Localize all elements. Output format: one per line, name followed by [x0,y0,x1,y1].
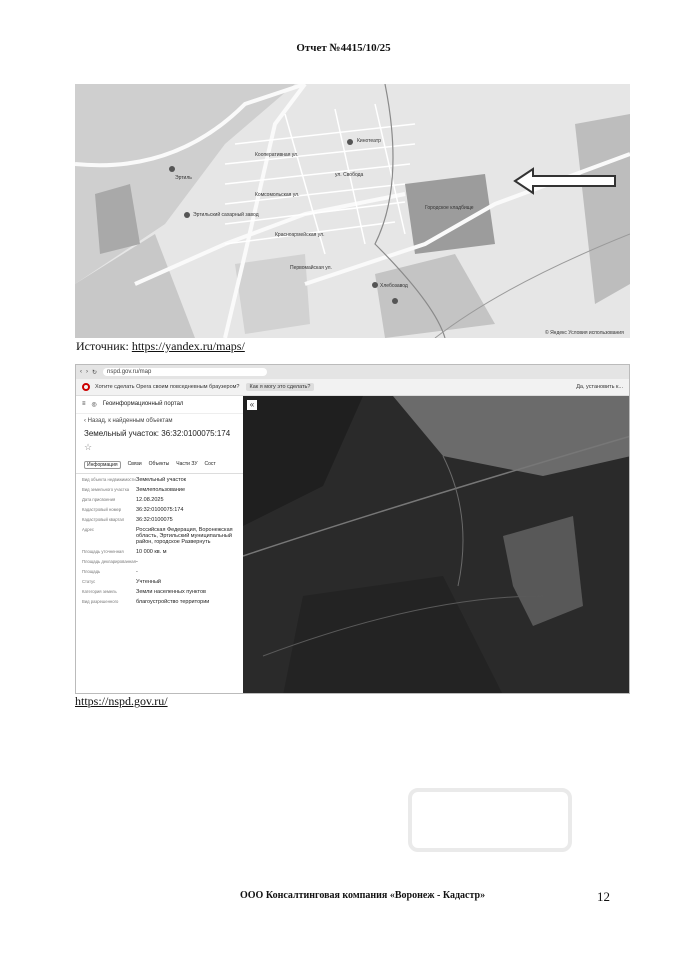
yandex-map-screenshot [75,84,630,338]
info-row: Адрес Российская Федерация, Воронежская область, Эртильский муниципальный район, городское Развернуть [82,527,233,545]
map-town-label: Эртиль [175,175,192,181]
tab-links[interactable]: Связи [127,461,142,467]
info-tabs [76,455,243,474]
promo-text: Хотите сделать Opera своим повседневным браузером? [95,384,240,390]
source-link-yandex[interactable]: https://yandex.ru/maps/ [131,339,245,353]
info-rows [76,474,243,612]
report-header: Отчет №4415/10/25 [296,42,391,54]
source-link-nspd[interactable]: https://nspd.gov.ru/ [75,694,168,708]
star-icon[interactable]: ☆ [84,442,93,452]
source-yandex [76,339,245,354]
info-row: Вид разрешенного благоустройство территории [82,599,210,605]
back-icon[interactable]: ‹ [80,369,82,375]
collapse-icon[interactable]: « [247,400,257,410]
info-row: Дата присвоения 12.08.2025 [82,497,164,503]
info-row: Площадь уточненная 10 000 кв. м [82,549,167,555]
globe-icon: ◎ [91,402,97,408]
promo-install-link[interactable]: Да, установить к... [576,384,623,390]
forward-icon[interactable]: › [86,369,88,375]
map-attribution: © Яндекс Условия использования [545,330,624,336]
page-number: 12 [597,889,610,904]
map-street-label: Красноармейская ул. [275,232,325,238]
opera-icon [82,383,90,391]
info-row: Вид объекта недвижимости Земельный участок [82,477,187,483]
source-label: Источник: [76,339,129,353]
menu-icon[interactable]: ≡ [82,401,86,407]
info-row: Кадастровый номер 36:32:0100075:174 [82,507,184,513]
tab-parts[interactable]: Части ЗУ [176,461,198,467]
back-link[interactable]: ‹ Назад, к найденным объектам [84,418,173,424]
map-poi-label: Городское кладбище [425,205,474,211]
info-row: Площадь декларированная - [82,559,138,565]
info-row: Площадь - [82,569,138,575]
opera-promo-bar [76,379,629,396]
source-nspd [75,694,168,709]
map-graphic [75,84,630,338]
info-row: Вид земельного участка Землепользование [82,487,186,493]
satellite-graphic [243,396,630,694]
map-poi-label: Кинотеатр [357,138,381,144]
portal-header [76,396,243,414]
address-bar[interactable]: nspd.gov.ru/map [103,368,267,376]
browser-toolbar [76,365,629,379]
map-street-label: Комсомольская ул. [255,192,300,198]
satellite-map[interactable] [243,396,630,694]
stamp-watermark [400,780,580,860]
portal-title: Геоинформационный портал [102,401,184,407]
map-poi-label: Хлебозавод [380,283,408,289]
info-row: Статус Учтенный [82,579,161,585]
info-row: Категория земель Земли населенных пунктов [82,589,206,595]
nspd-screenshot [75,364,630,694]
info-row: Кадастровый квартал 36:32:0100075 [82,517,173,523]
map-street-label: ул. Свобода [335,172,364,178]
info-panel [76,396,244,694]
reload-icon[interactable]: ↻ [92,369,98,376]
tab-objects[interactable]: Объекты [148,461,170,467]
map-street-label: Первомайская ул. [290,265,332,271]
tab-info[interactable]: Информация [84,461,121,469]
map-street-label: Кооперативная ул. [255,152,299,158]
tab-composition[interactable]: Сост [204,461,216,467]
footer-company: ООО Консалтинговая компания «Воронеж - Кадастр» [240,890,486,901]
parcel-title: Земельный участок: 36:32:0100075:174 [84,429,231,438]
promo-button[interactable]: Как я могу это сделать? [246,383,315,391]
map-label: Эртильский сахарный завод [193,212,259,218]
